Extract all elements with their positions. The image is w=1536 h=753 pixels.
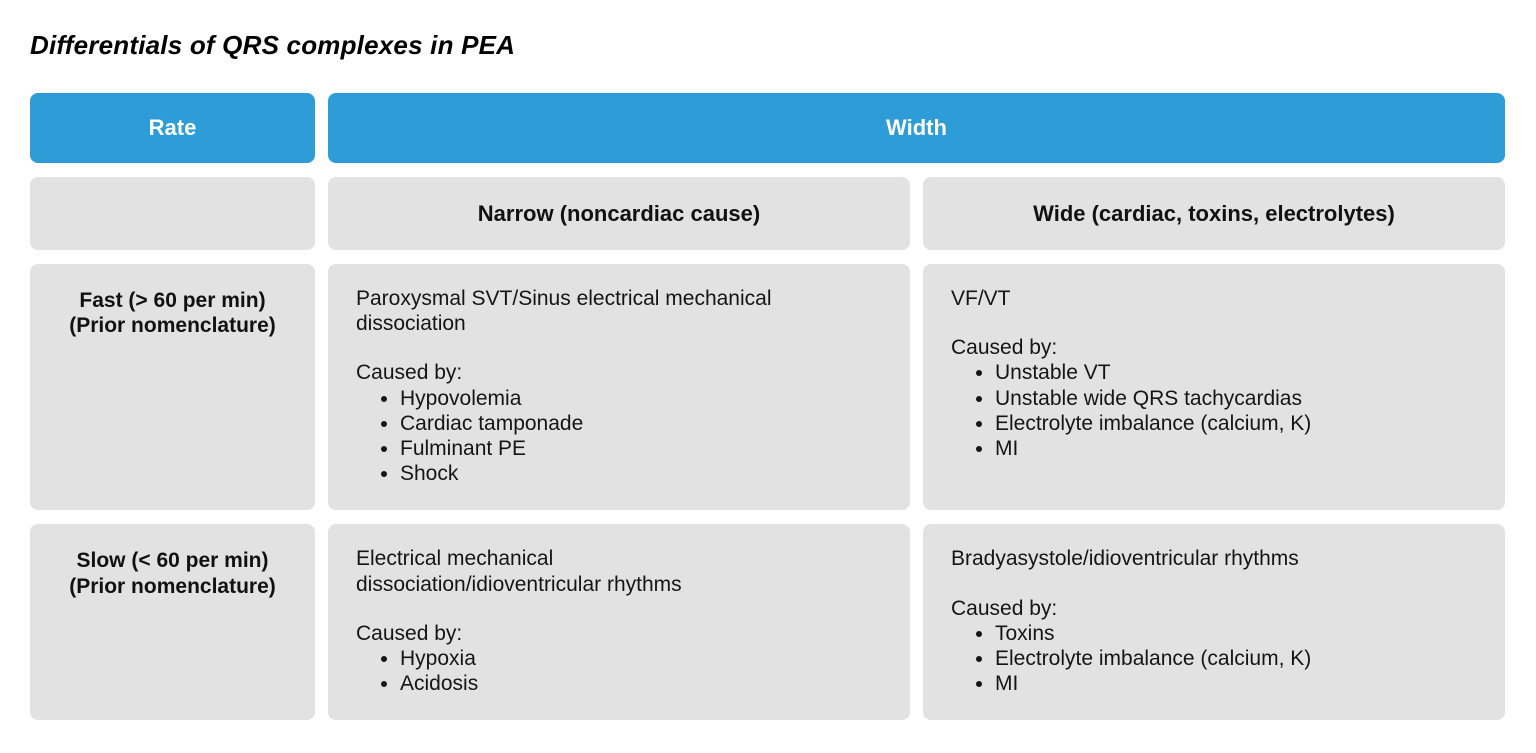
row-header-fast — [30, 264, 315, 510]
list-item: • Toxins — [995, 621, 1477, 646]
list-item: • Shock — [400, 461, 882, 486]
slow-wide-lead: Bradyasystole/idioventricular rhythms — [951, 547, 1299, 571]
cell-slow-wide — [923, 524, 1505, 720]
slow-wide-caused-by-label: Caused by: — [951, 596, 1058, 620]
list-item: • Unstable wide QRS tachycardias — [995, 386, 1477, 411]
cell-slow-narrow — [328, 524, 910, 720]
fast-narrow-lead: Paroxysmal SVT/Sinus electrical mechanical dissociation — [356, 287, 772, 336]
list-item: • Cardiac tamponade — [400, 411, 882, 436]
subheader-narrow: Narrow (noncardiac cause) — [328, 177, 910, 250]
row-header-slow-line2: (Prior nomenclature) — [69, 574, 276, 598]
fast-wide-cause-list — [951, 360, 1477, 461]
list-item: • Hypoxia — [400, 646, 882, 671]
width-column-header: Width — [328, 93, 1505, 163]
list-item: • Acidosis — [400, 671, 882, 696]
empty-corner-cell — [30, 177, 315, 250]
list-item: • Fulminant PE — [400, 436, 882, 461]
cell-fast-narrow — [328, 264, 910, 510]
slow-wide-cause-list — [951, 621, 1477, 697]
fast-wide-caused-by-label: Caused by: — [951, 336, 1058, 360]
list-item: • MI — [995, 671, 1477, 696]
slow-narrow-cause-list — [356, 646, 882, 696]
fast-narrow-cause-list — [356, 386, 882, 487]
fast-narrow-caused-by-label: Caused by: — [356, 361, 463, 385]
slow-narrow-caused-by-label: Caused by: — [356, 621, 463, 645]
page-title: Differentials of QRS complexes in PEA — [30, 30, 516, 60]
row-header-fast-line1: Fast (> 60 per min) — [79, 289, 266, 312]
list-item: • Electrolyte imbalance (calcium, K) — [995, 646, 1477, 671]
cell-fast-wide — [923, 264, 1505, 510]
slow-narrow-lead: Electrical mechanical dissociation/idioventricular rhythms — [356, 547, 682, 596]
row-header-slow-line1: Slow (< 60 per min) — [76, 549, 269, 573]
subheader-wide: Wide (cardiac, toxins, electrolytes) — [923, 177, 1505, 250]
rate-column-header: Rate — [30, 93, 315, 163]
list-item: • Hypovolemia — [400, 386, 882, 411]
row-header-fast-line2: (Prior nomenclature) — [69, 314, 276, 338]
fast-wide-lead: VF/VT — [951, 287, 1011, 310]
list-item: • MI — [995, 436, 1477, 461]
row-header-slow — [30, 524, 315, 720]
differentials-table — [30, 93, 1505, 720]
list-item: • Electrolyte imbalance (calcium, K) — [995, 411, 1477, 436]
list-item: • Unstable VT — [995, 360, 1477, 385]
